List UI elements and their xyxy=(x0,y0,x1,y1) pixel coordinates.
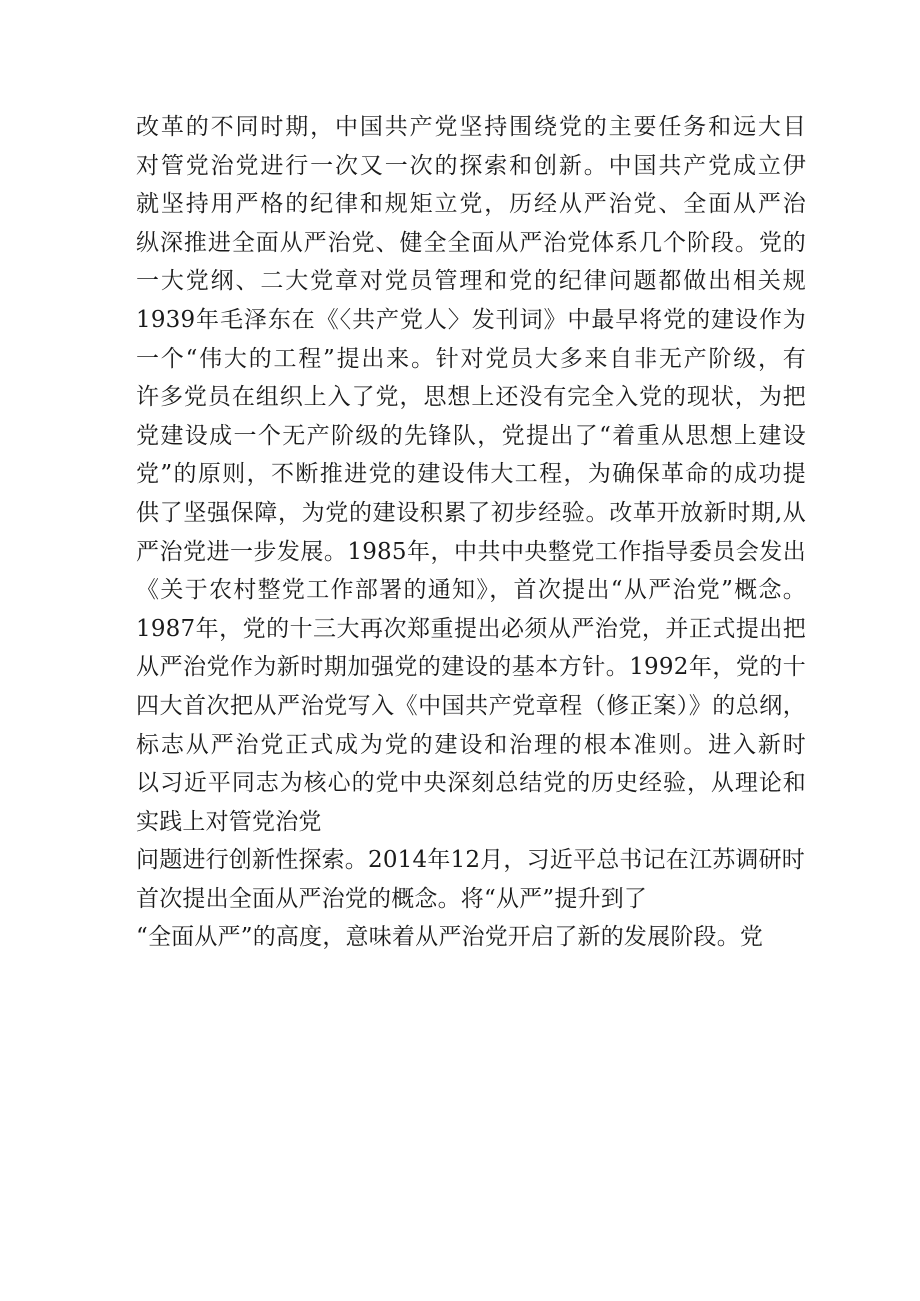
text-line: 四大首次把从严治党写入《中国共产党章程（修正案）》的总纲， xyxy=(136,692,806,719)
text-line: 问题进行创新性探索。2014年12月，习近平总书记在江苏调研时 xyxy=(136,847,805,874)
text-line: 许多党员在组织上入了党，思想上还没有完全入党的现状，为把 xyxy=(136,384,806,411)
text-line: 党建设成一个无产阶级的先锋队，党提出了“着重从思想上建设 xyxy=(136,422,806,449)
text-line: 首次提出全面从严治党的概念。将“从严”提升到了 xyxy=(136,885,648,912)
text-line: 实践上对管党治党 xyxy=(136,808,322,835)
text-line: 标志从严治党正式成为党的建设和治理的根本准则。进入新时 xyxy=(136,731,806,758)
text-line: 1939年毛泽东在《〈共产党人〉发刊词》中最早将党的建设作为 xyxy=(136,306,806,333)
text-line: 严治党进一步发展。1985年，中共中央整党工作指导委员会发出 xyxy=(136,538,806,565)
text-line: 一个“伟大的工程”提出来。针对党员大多来自非无产阶级，有 xyxy=(136,345,806,372)
text-line: 从严治党作为新时期加强党的建设的基本方针。1992年，党的十 xyxy=(136,654,806,681)
text-line: 党”的原则，不断推进党的建设伟大工程，为确保革命的成功提 xyxy=(136,461,806,488)
text-line: “全面从严”的高度，意味着从严治党开启了新的发展阶段。党 xyxy=(136,924,764,951)
text-line: 1987年，党的十三大再次郑重提出必须从严治党，并正式提出把 xyxy=(136,615,806,642)
body-text xyxy=(136,108,806,957)
text-line: 就坚持用严格的纪律和规矩立党，历经从严治党、全面从严治 xyxy=(136,191,806,218)
text-line: 纵深推进全面从严治党、健全全面从严治党体系几个阶段。党的 xyxy=(136,229,806,256)
text-line: 以习近平同志为核心的党中央深刻总结党的历史经验，从理论和 xyxy=(136,770,806,797)
text-line: 一大党纲、二大党章对党员管理和党的纪律问题都做出相关规 xyxy=(136,268,806,295)
text-line: 对管党治党进行一次又一次的探索和创新。中国共产党成立伊 xyxy=(136,152,806,179)
text-line: 《关于农村整党工作部署的通知》，首次提出“从严治党”概念。 xyxy=(136,577,806,604)
text-line: 供了坚强保障，为党的建设积累了初步经验。改革开放新时期,从 xyxy=(136,499,806,526)
text-line: 改革的不同时期，中国共产党坚持围绕党的主要任务和远大目 xyxy=(136,114,806,140)
